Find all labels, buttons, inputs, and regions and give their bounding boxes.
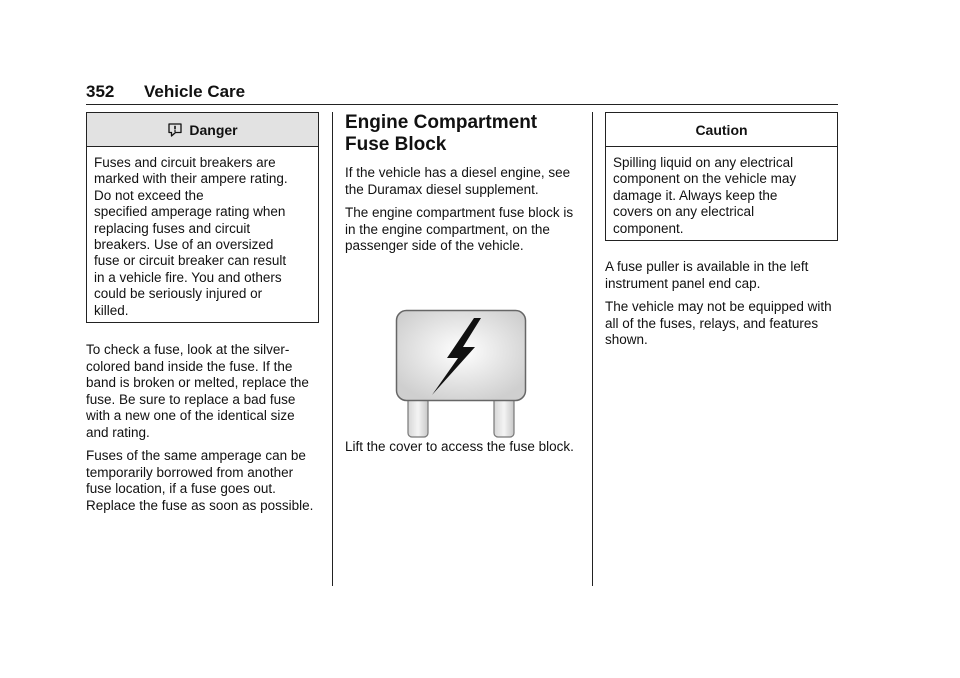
danger-box-header [87,113,318,147]
danger-line: killed. [94,302,129,318]
fuse-lightning-icon [395,309,527,439]
column-divider-1 [332,112,333,586]
danger-line: marked with their ampere rating. [94,171,288,187]
heading-line-2: Fuse Block [345,134,447,155]
caution-line: component on the vehicle may [613,171,797,187]
column-divider-2 [592,112,593,586]
caution-line: covers on any electrical [613,204,755,220]
column-3 [605,112,838,356]
danger-line: Fuses and circuit breakers are [94,155,276,170]
danger-line: fuse or circuit breaker can result [94,253,287,269]
danger-line: could be seriously injured or [94,286,263,302]
danger-line: specified amperage rating when [94,204,286,220]
section-heading [345,112,577,156]
page-header [86,82,838,105]
warning-exclamation-icon [167,122,183,138]
danger-line: in a vehicle fire. You and others [94,269,282,285]
heading-line-1: Engine Compartment [345,112,538,133]
fuse-borrow-paragraph: Fuses of the same amperage can be temporarily borrowed from another fuse location, if a fuse goes out. Replace the fuse as soon as possible. [86,448,314,513]
location-paragraph: The engine compartment fuse block is in the engine compartment, on the passenger side of the vehicle. [345,205,574,253]
column-1 [86,112,319,521]
danger-line: Do not exceed the [94,187,204,203]
caution-box-header [606,113,837,147]
caution-line: Spilling liquid on any electrical [613,155,794,170]
column-2 [345,112,577,462]
page-number: 352 [86,82,115,101]
caution-box [605,112,838,241]
danger-line: replacing fuses and circuit [94,220,251,236]
lift-cover-paragraph: Lift the cover to access the fuse block. [345,438,574,454]
fuse-figure [345,271,577,431]
caution-line: damage it. Always keep the [613,187,778,203]
caution-box-body [606,147,837,240]
danger-line: breakers. Use of an oversized [94,237,274,253]
caution-line: component. [613,220,684,236]
danger-box-title: Danger [189,121,238,138]
danger-box [86,112,319,323]
danger-box-body [87,147,318,322]
caution-box-title: Caution [695,121,748,138]
fuse-puller-paragraph: A fuse puller is available in the left instrument panel end cap. [605,259,809,291]
section-title: Vehicle Care [144,82,246,101]
diesel-paragraph: If the vehicle has a diesel engine, see the Duramax diesel supplement. [345,165,571,197]
fuse-check-paragraph: To check a fuse, look at the silver-colored band inside the fuse. If the band is broken or melted, replace the fuse. Be sure to replace a bad fuse with a new one of the identical size and rating. [86,342,309,440]
equipment-paragraph: The vehicle may not be equipped with all of the fuses, relays, and features shown. [605,299,832,348]
